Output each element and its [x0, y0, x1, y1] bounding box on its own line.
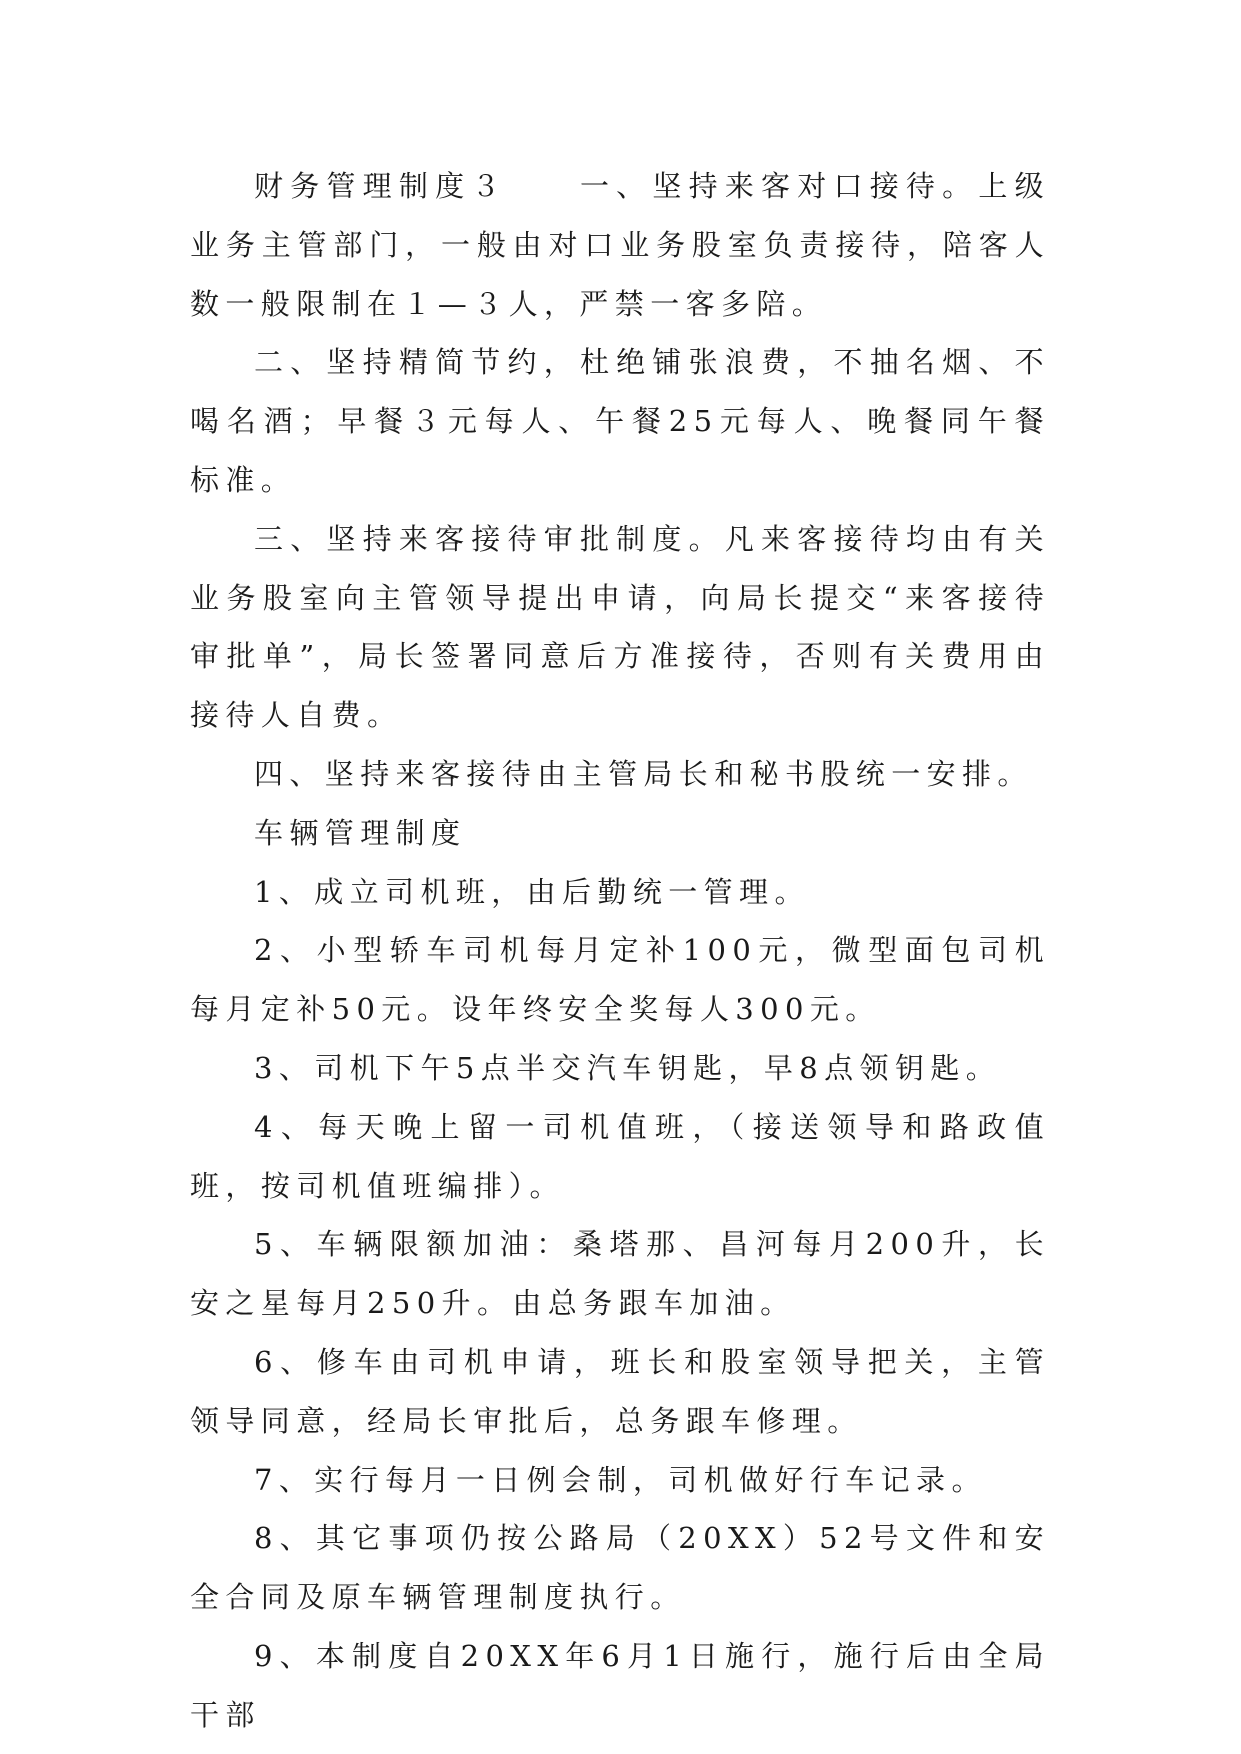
paragraph-vehicle-rule-3: 3、司机下午5点半交汽车钥匙，早8点领钥匙。	[254, 1050, 1002, 1085]
paragraph-vehicle-rule-9: 9、本制度自20XX年6月1日施行，施行后由全局干部	[190, 1638, 1050, 1732]
paragraph-reception-rule-4: 四、坚持来客接待由主管局长和秘书股统一安排。	[254, 756, 1033, 791]
paragraph-vehicle-rule-7: 7、实行每月一日例会制，司机做好行车记录。	[254, 1462, 987, 1497]
paragraph-reception-rule-2: 二、坚持精简节约，杜绝铺张浪费，不抽名烟、不喝名酒；早餐３元每人、午餐25元每人、晚餐同午餐标准。	[190, 345, 1050, 497]
paragraph-vehicle-rule-6: 6、修车由司机申请，班长和股室领导把关，主管领导同意，经局长审批后，总务跟车修理。	[190, 1344, 1050, 1438]
paragraph-vehicle-rule-8: 8、其它事项仍按公路局（20XX）52号文件和安全合同及原车辆管理制度执行。	[190, 1521, 1050, 1615]
document-body	[190, 157, 1050, 1745]
paragraph-reception-rule-3: 三、坚持来客接待审批制度。凡来客接待均由有关业务股室向主管领导提出申请，向局长提交“来客接待审批单”，局长签署同意后方准接待，否则有关费用由接待人自费。	[190, 521, 1050, 733]
section-heading-vehicle-management: 车辆管理制度	[254, 815, 467, 850]
paragraph-vehicle-rule-2: 2、小型轿车司机每月定补100元，微型面包司机每月定补50元。设年终安全奖每人300元。	[190, 933, 1050, 1027]
paragraph-reception-rule-1: 财务管理制度３ 一、坚持来客对口接待。上级业务主管部门，一般由对口业务股室负责接待，陪客人数一般限制在１—３人，严禁一客多陪。	[190, 169, 1050, 321]
paragraph-vehicle-rule-4: 4、每天晚上留一司机值班，（接送领导和路政值班，按司机值班编排）。	[190, 1109, 1050, 1203]
paragraph-vehicle-rule-1: 1、成立司机班，由后勤统一管理。	[254, 874, 810, 909]
paragraph-vehicle-rule-5: 5、车辆限额加油：桑塔那、昌河每月200升，长安之星每月250升。由总务跟车加油。	[190, 1227, 1050, 1321]
